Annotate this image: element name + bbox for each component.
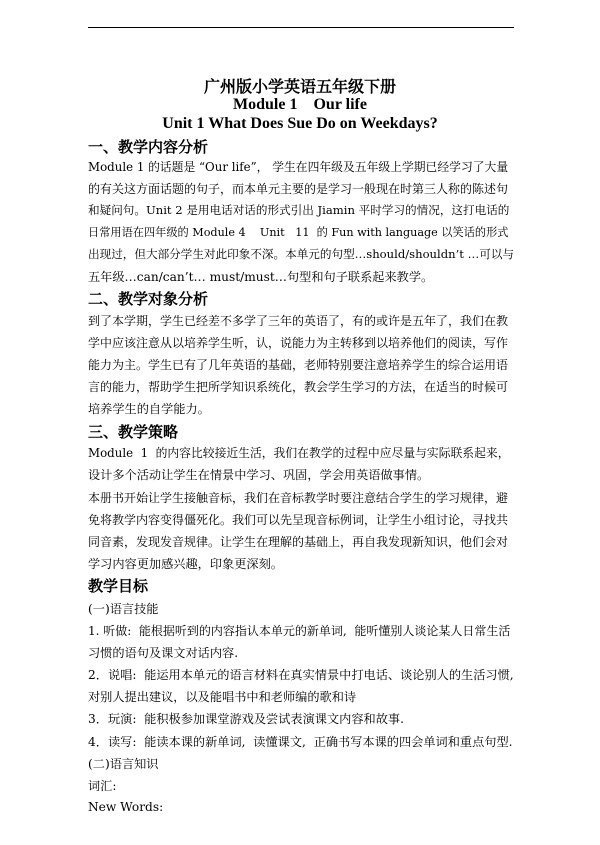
paragraph-line: 到了本学期，学生已经差不多学了三年的英语了，有的或许是五年了，我们在教	[88, 314, 509, 328]
section-heading-teaching-goals: 教学目标	[88, 577, 149, 595]
paragraph-line: 能力为主。学生已有了几年英语的基础，老师特别要注意培养学生的综合运用语	[88, 358, 509, 372]
module-title: Module 1 Our life	[233, 96, 367, 113]
paragraph-line: 言的能力，帮助学生把所学知识系统化，教会学生学习的方法，在适当的时候可	[88, 380, 509, 394]
paragraph-line: Module 1 的话题是 “Our life”， 学生在四年级及五年级上学期已经学习了大量	[88, 160, 509, 174]
header-rule	[88, 27, 514, 28]
vocabulary-label: 词汇:	[88, 779, 117, 793]
paragraph-line: 3．玩演: 能积极参加课堂游戏及尝试表演课文内容和故事.	[88, 712, 404, 726]
paragraph-line: 学习内容更加感兴趣，印象更深刻。	[88, 557, 283, 571]
paragraph-line: 学中应该注意从以培养学生听，认，说能力为主转移到以培养他们的阅读，写作	[88, 336, 509, 350]
paragraph-line: 出现过，但大部分学生对此印象不深。本单元的句型…should/shouldn’t …可以与	[88, 247, 515, 261]
paragraph-line: 1. 听做: 能根据听到的内容指认本单元的新单词, 能听懂别人谈论某人日常生活	[88, 624, 511, 638]
section-heading-learner-analysis: 二、教学对象分析	[88, 290, 209, 308]
new-words-label: New Words:	[88, 800, 164, 814]
paragraph-line: 2．说唱: 能运用本单元的语言材料在真实情景中打电话、谈论别人的生活习惯,	[88, 668, 514, 682]
paragraph-line: 的有关这方面话题的句子，而本单元主要的是学习一般现在时第三人称的陈述句	[88, 182, 509, 196]
paragraph-line: 对别人提出建议，以及能唱书中和老师编的歌和诗	[88, 690, 357, 704]
paragraph-line: 免将教学内容变得僵死化。我们可以先呈现音标例词，让学生小组讨论，寻找共	[88, 513, 509, 527]
paragraph-line: 本册书开始让学生接触音标，我们在音标教学时要注意结合学生的学习规律，避	[88, 491, 509, 505]
paragraph-line: 4．读写: 能读本课的新单词, 读懂课文, 正确书写本课的四会单词和重点句型.	[88, 735, 513, 749]
page-title: 广州版小学英语五年级下册	[203, 79, 396, 96]
subheading-language-skills: (一)语言技能	[88, 602, 159, 616]
paragraph-line: 设计多个活动让学生在情景中学习、巩固，学会用英语做事情。	[88, 468, 430, 482]
paragraph-line: 日常用语在四年级的 Module 4 Unit 11 的 Fun with language 以笑话的形式	[88, 226, 509, 239]
section-heading-teaching-strategy: 三、教学策略	[88, 423, 179, 441]
subheading-language-knowledge: (二)语言知识	[88, 757, 159, 771]
section-heading-content-analysis: 一、教学内容分析	[88, 138, 209, 156]
paragraph-line: Module 1 的内容比较接近生活，我们在教学的过程中应尽量与实际联系起来，	[88, 446, 510, 460]
paragraph-line: 五年级…can/can’t… must/must…句型和句子联系起来教学。	[88, 270, 434, 284]
paragraph-line: 培养学生的自学能力。	[88, 402, 210, 416]
paragraph-line: 同音素，发现发音规律。让学生在理解的基础上，再自我发现新知识，他们会对	[88, 535, 509, 549]
unit-title: Unit 1 What Does Sue Do on Weekdays?	[162, 115, 438, 132]
paragraph-line: 和疑问句。Unit 2 是用电话对话的形式引出 Jiamin 平时学习的情况，这打电话的	[88, 203, 510, 217]
paragraph-line: 习惯的语句及课文对话内容.	[88, 646, 239, 660]
